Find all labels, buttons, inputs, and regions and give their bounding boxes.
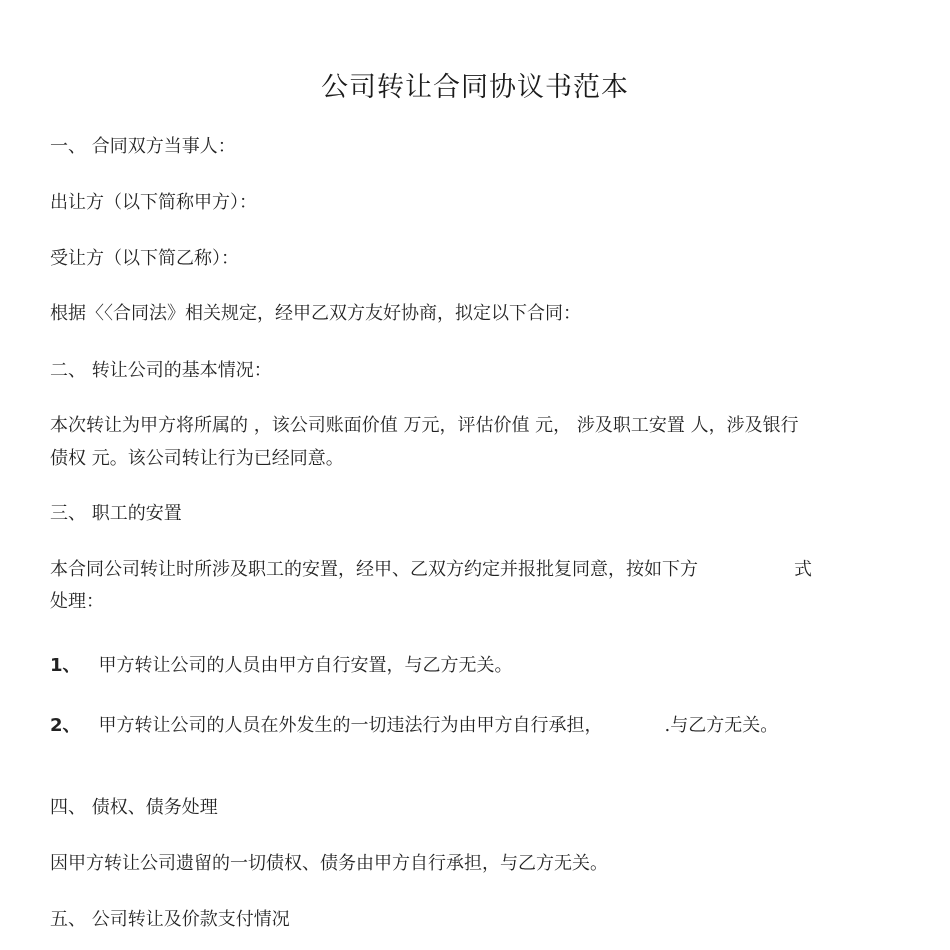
list-item-text: 甲方转让公司的人员在外发生的一切违法行为由甲方自行承担，: [98, 715, 603, 736]
section-2-heading: 二、 转让公司的基本情况：: [50, 360, 272, 381]
section-4-heading: 四、 债权、债务处理: [50, 797, 218, 818]
document-title: 公司转让合同协议书范本: [321, 72, 629, 103]
list-item-number: 2、: [50, 715, 81, 736]
section-4-paragraph: 因甲方转让公司遗留的一切债权、债务由甲方自行承担，与乙方无关。: [50, 853, 608, 874]
section-3-paragraph-tail: 式: [794, 559, 812, 580]
list-item-1: [50, 650, 900, 682]
section-3-heading: 三、 职工的安置: [50, 503, 182, 524]
section-1-heading: 一、 合同双方当事人：: [50, 136, 236, 157]
list-item-number: 1、: [50, 655, 81, 676]
list-item-tail: .与乙方无关。: [664, 715, 779, 736]
section-3-paragraph-line-2: 处理：: [50, 591, 104, 612]
section-2-paragraph-line-1: 本次转让为甲方将所属的 ，该公司账面价值 万元，评估价值 元， 涉及职工安置 人，涉及银行: [50, 415, 799, 436]
list-item-text: 甲方转让公司的人员由甲方自行安置，与乙方无关。: [98, 655, 513, 676]
section-3-paragraph-line-1: [50, 554, 900, 586]
transferee-line: 受让方（以下简乙称）：: [50, 248, 239, 269]
section-5-heading: 五、 公司转让及价款支付情况: [50, 909, 290, 930]
section-2-paragraph-line-2: 债权 元。该公司转让行为已经同意。: [50, 448, 344, 469]
section-3-paragraph-text: 本合同公司转让时所涉及职工的安置，经甲、乙双方约定并报批复同意，按如下方: [50, 559, 698, 580]
transferor-line: 出让方（以下简称甲方）：: [50, 192, 257, 213]
list-item-2: [50, 710, 900, 742]
contract-basis-line: 根据〈〈合同法》相关规定，经甲乙双方友好协商，拟定以下合同：: [50, 303, 581, 324]
